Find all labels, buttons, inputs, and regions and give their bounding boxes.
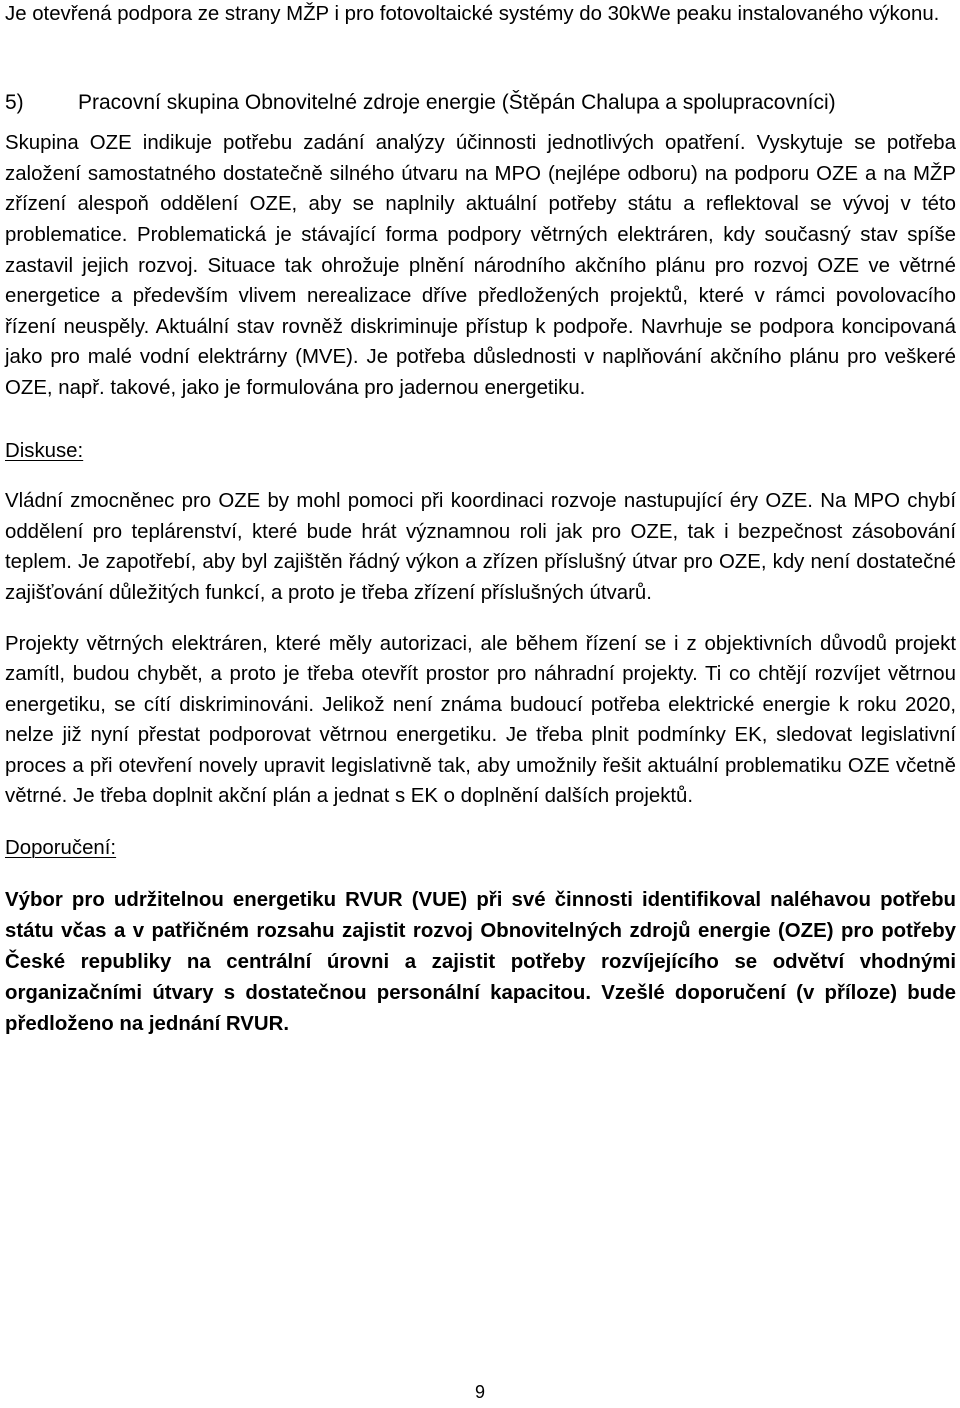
document-page <box>5 0 956 1041</box>
oze-paragraph: Skupina OZE indikuje potřebu zadání analýzy účinnosti jednotlivých opatření. Vyskytuje se potřeba založení samostatného dostatečně silného útvaru na MPO (nejlépe odboru) na podporu OZE a na MŽP zřízení alespoň oddělení OZE, aby se naplnily aktuální potřeby státu a reflektoval se vývoj v této problematice. Problematická je stávající forma podpory větrných elektráren, kdy současný stav spíše zastavil jejich rozvoj. Situace tak ohrožuje plnění národního akčního plánu pro rozvoj OZE ve větrné energetice a především vlivem nerealizace dříve předložených projektů, které v rámci povolovacího řízení neuspěly. Aktuální stav rovněž diskriminuje přístup k podpoře. Navrhuje se podpora koncipovaná jako pro malé vodní elektrárny (MVE). Je potřeba důslednosti v naplňování akčního plánu pro veškeré OZE, např. takové, jako je formulována pro jadernou energetiku. <box>5 132 956 399</box>
section-heading <box>5 88 956 119</box>
section-heading-text: Pracovní skupina Obnovitelné zdroje energie (Štěpán Chalupa a spolupracovníci) <box>78 90 836 114</box>
section-number: 5) <box>5 90 24 114</box>
intro-paragraph: Je otevřená podpora ze strany MŽP i pro fotovoltaické systémy do 30kWe peaku instalovaného výkonu. <box>5 3 940 25</box>
doporuceni-title: Doporučení: <box>5 837 117 860</box>
diskuse-title: Diskuse: <box>5 439 84 462</box>
doporuceni-paragraph: Výbor pro udržitelnou energetiku RVUR (VUE) při své činnosti identifikoval naléhavou potřebu státu včas a v patřičném rozsahu zajistit rozvoj Obnovitelných zdrojů energie (OZE) pro potřeby České republiky na centrální úrovni a zajistit potřeby rozvíjejícího se odvětví vhodnými organizačními útvary s dostatečnou personální kapacitou. Vzešlé doporučení (v příloze) bude předloženo na jednání RVUR. <box>5 888 956 1036</box>
diskuse-paragraph-2: Projekty větrných elektráren, které měly autorizaci, ale během řízení se i z objektivních důvodů projekt zamítl, budou chybět, a proto je třeba otevřít prostor pro náhradní projekty. Ti co chtějí rozvíjet větrnou energetiku, se cítí diskriminováni. Jelikož není známa budoucí potřeba elektrické energie k roku 2020, nelze již nyní přestat podporovat větrnou energetiku. Je třeba plnit podmínky EK, sledovat legislativní proces a při otevření novely upravit legislativně tak, aby umožnily řešit aktuální problematiku OZE včetně větrné. Je třeba doplnit akční plán a jednat s EK o doplnění dalších projektů. <box>5 632 956 808</box>
page-number: 9 <box>474 1382 485 1402</box>
diskuse-paragraph-1: Vládní zmocněnec pro OZE by mohl pomoci při koordinaci rozvoje nastupující éry OZE. Na MPO chybí oddělení pro teplárenství, které bude hrát významnou roli jak pro OZE, tak i bezpečnost zásobování teplem. Je zapotřebí, aby byl zajištěn řádný výkon a zřízen příslušný útvar pro OZE, kdy není dostatečné zajišťování důležitých funkcí, a proto je třeba zřízení příslušných útvarů. <box>5 490 956 604</box>
